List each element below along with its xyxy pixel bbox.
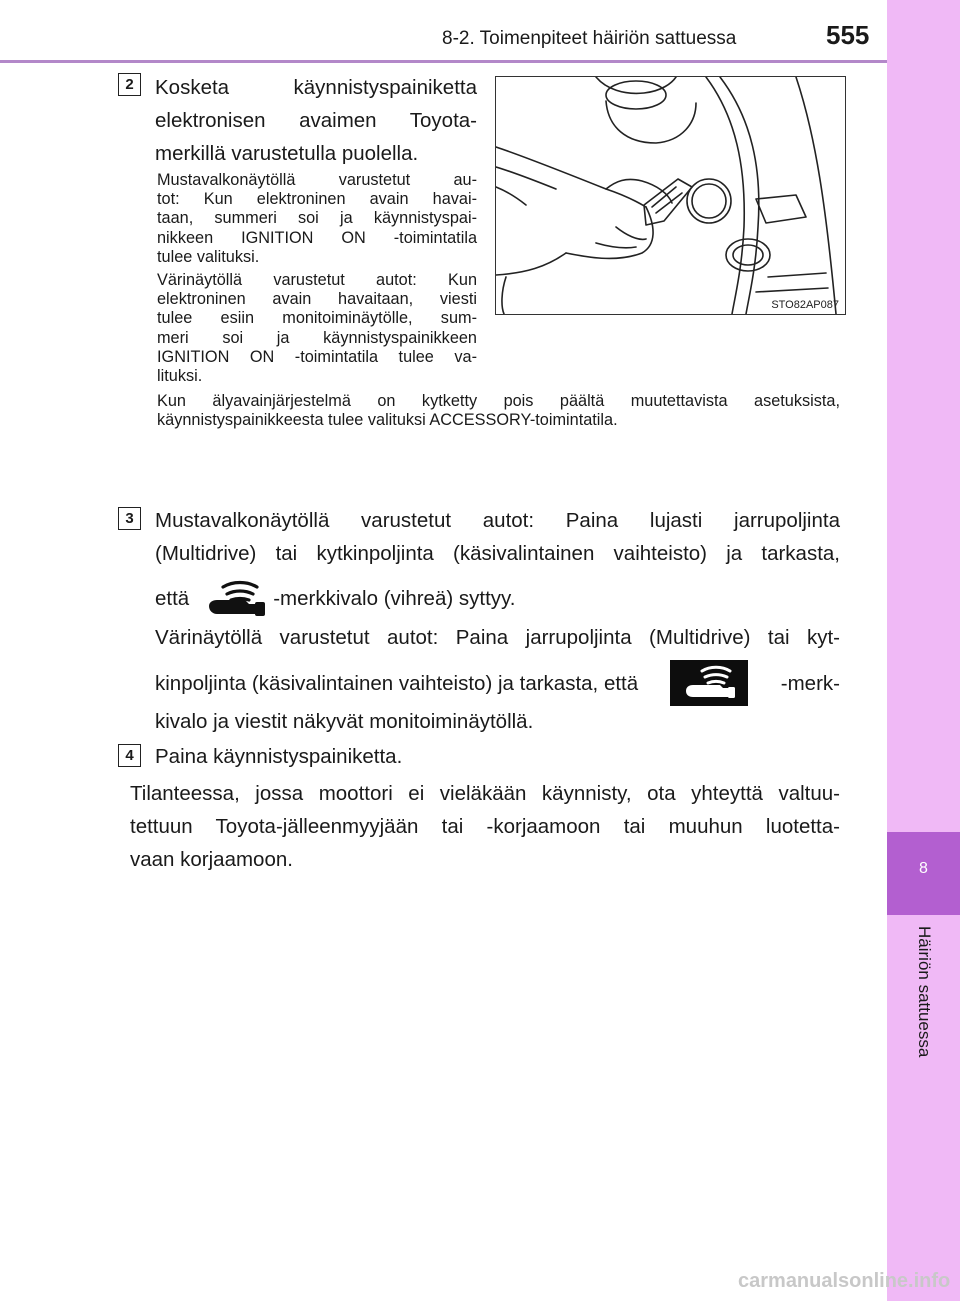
key-indicator-color-icon xyxy=(670,660,748,706)
closing-line-3: vaan korjaamoon. xyxy=(130,848,293,871)
step2-note-line-11: lituksi. xyxy=(157,367,203,385)
step3-line-5-after: -merk- xyxy=(780,671,840,695)
step2-note-line-6: Värinäytöllä varustetut autot: Kun xyxy=(157,271,477,289)
section-title: 8-2. Toimenpiteet häiriön sattuessa xyxy=(442,28,737,49)
step2-note-line-3: taan, summeri soi ja käynnistyspai- xyxy=(157,209,477,227)
step2-note-line-5: tulee valituksi. xyxy=(157,248,260,266)
watermark: carmanualsonline.info xyxy=(738,1270,951,1292)
page-number: 555 xyxy=(826,20,870,50)
step3-line-6: kivalo ja viestit näkyvät monitoiminäytöllä. xyxy=(155,710,534,733)
step2-heading-line-3: merkillä varustetulla puolella. xyxy=(155,142,419,165)
illustration-touch-start-button xyxy=(495,76,846,315)
step2-note-line-8: tulee esiin monitoiminäytölle, sum- xyxy=(157,309,477,327)
side-tab-upper xyxy=(887,0,960,832)
figure-code: STO82AP087 xyxy=(771,299,839,311)
step-number-3: 3 xyxy=(118,507,141,530)
step-number-2: 2 xyxy=(118,73,141,96)
step3-line-3-after: -merkkivalo (vihreä) syttyy. xyxy=(273,586,516,610)
step2-wide-note-line-2: käynnistyspainikkeesta tulee valituksi ACCESSORY-toimintatila. xyxy=(157,411,618,429)
step3-line-3 xyxy=(155,576,515,620)
step4-text: Paina käynnistyspainiketta. xyxy=(155,745,403,768)
step2-note-line-9: meri soi ja käynnistyspainikkeen xyxy=(157,329,477,347)
step3-line-5-before: kinpoljinta (käsivalintainen vaihteisto) ja tarkasta, että xyxy=(155,671,639,695)
step2-note-line-4: nikkeen IGNITION ON -toimintatila xyxy=(157,229,477,247)
step2-wide-note-line-1: Kun älyavainjärjestelmä on kytketty pois päältä muutettavista asetuksista, xyxy=(157,392,840,410)
step3-line-2: (Multidrive) tai kytkinpoljinta (käsivalintainen vaihteisto) ja tarkasta, xyxy=(155,542,840,565)
step2-note-line-1: Mustavalkonäytöllä varustetut au- xyxy=(157,171,477,189)
chapter-number: 8 xyxy=(919,860,928,877)
key-indicator-icon xyxy=(203,578,267,618)
closing-line-1: Tilanteessa, jossa moottori ei vieläkään käynnisty, ota yhteyttä valtuu- xyxy=(130,782,840,805)
chapter-label: Häiriön sattuessa xyxy=(915,926,934,1058)
chapter-tab[interactable] xyxy=(887,832,960,915)
step3-line-4: Värinäytöllä varustetut autot: Paina jarrupoljinta (Multidrive) tai kyt- xyxy=(155,626,840,649)
step3-line-1: Mustavalkonäytöllä varustetut autot: Paina lujasti jarrupoljinta xyxy=(155,509,840,532)
step2-heading-line-2: elektronisen avaimen Toyota- xyxy=(155,109,477,132)
step2-note-line-7: elektroninen avain havaitaan, viesti xyxy=(157,290,477,308)
step2-note-line-2: tot: Kun elektroninen avain havai- xyxy=(157,190,477,208)
step2-note-line-10: IGNITION ON -toimintatila tulee va- xyxy=(157,348,477,366)
step2-heading-line-1: Kosketa käynnistyspainiketta xyxy=(155,76,477,99)
illustration-drawing xyxy=(496,77,845,314)
step3-line-5 xyxy=(155,659,840,707)
header-rule xyxy=(0,60,888,63)
step-number-4: 4 xyxy=(118,744,141,767)
step3-line-3-before: että xyxy=(155,586,190,610)
closing-line-2: tettuun Toyota-jälleenmyyjään tai -korjaamoon tai muuhun luotetta- xyxy=(130,815,840,838)
